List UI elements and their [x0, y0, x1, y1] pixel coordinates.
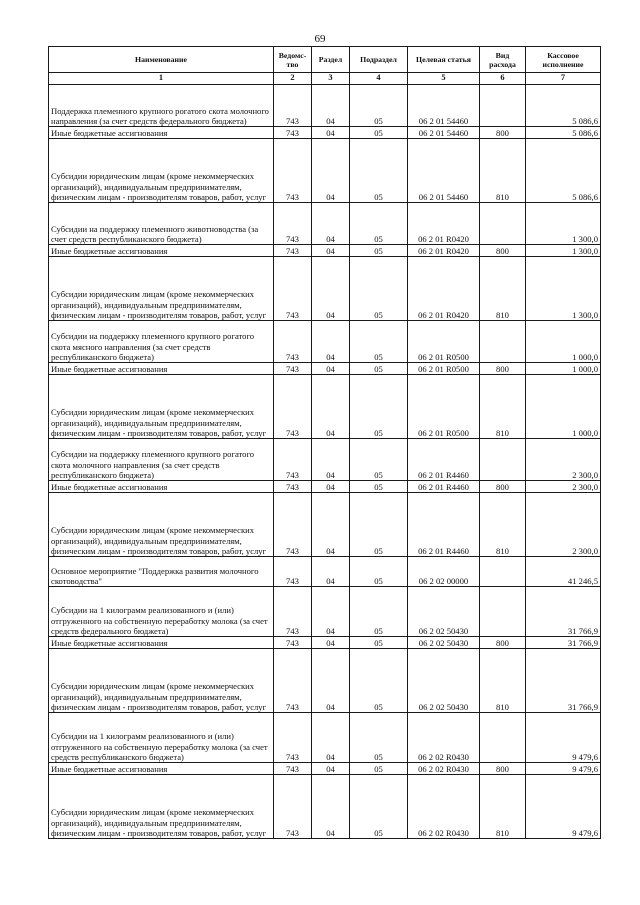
- row-podrazdel: 05: [350, 245, 408, 257]
- row-podrazdel: 05: [350, 775, 408, 839]
- row-vid-raskhoda: [480, 439, 526, 481]
- row-vid-raskhoda: 800: [480, 763, 526, 775]
- row-celevaya-statya: 06 2 02 50430: [408, 637, 480, 649]
- row-vid-raskhoda: 810: [480, 649, 526, 713]
- row-vedomstvo: 743: [274, 637, 312, 649]
- row-name: Субсидии на 1 килограмм реализованного и (или) отгруженного на собственную переработку молока (за счет средств республиканского бюджета): [49, 713, 274, 763]
- row-name: Субсидии на поддержку племенного крупного рогатого скота мясного направления (за счет средств республиканского бюджета): [49, 321, 274, 363]
- row-razdel: 04: [312, 649, 350, 713]
- row-name: Иные бюджетные ассигнования: [49, 637, 274, 649]
- row-razdel: 04: [312, 493, 350, 557]
- table-row: [49, 257, 601, 321]
- row-celevaya-statya: 06 2 02 50430: [408, 587, 480, 637]
- row-razdel: 04: [312, 775, 350, 839]
- row-podrazdel: 05: [350, 481, 408, 493]
- row-name: Субсидии юридическим лицам (кроме некоммерческих организаций), индивидуальным предпринимателям, физическим лицам - производителям товаров, работ, услуг: [49, 649, 274, 713]
- row-kassovoe-ispolnenie: 1 000,0: [526, 363, 601, 375]
- row-kassovoe-ispolnenie: 5 086,6: [526, 85, 601, 127]
- row-podrazdel: 05: [350, 649, 408, 713]
- row-podrazdel: 05: [350, 493, 408, 557]
- row-kassovoe-ispolnenie: 9 479,6: [526, 763, 601, 775]
- row-vedomstvo: 743: [274, 439, 312, 481]
- row-name: Субсидии юридическим лицам (кроме некоммерческих организаций), индивидуальным предпринимателям, физическим лицам - производителям товаров, работ, услуг: [49, 257, 274, 321]
- row-celevaya-statya: 06 2 01 R4460: [408, 439, 480, 481]
- row-vedomstvo: 743: [274, 557, 312, 587]
- row-kassovoe-ispolnenie: 1 300,0: [526, 203, 601, 245]
- row-vid-raskhoda: 810: [480, 257, 526, 321]
- table-row: [49, 481, 601, 493]
- row-name: Иные бюджетные ассигнования: [49, 127, 274, 139]
- row-vedomstvo: 743: [274, 321, 312, 363]
- row-razdel: 04: [312, 127, 350, 139]
- row-kassovoe-ispolnenie: 41 246,5: [526, 557, 601, 587]
- row-celevaya-statya: 06 2 01 R0420: [408, 203, 480, 245]
- row-podrazdel: 05: [350, 363, 408, 375]
- column-number: 7: [526, 73, 601, 85]
- row-vid-raskhoda: 810: [480, 139, 526, 203]
- row-vedomstvo: 743: [274, 481, 312, 493]
- row-kassovoe-ispolnenie: 31 766,9: [526, 587, 601, 637]
- table-row: [49, 245, 601, 257]
- row-celevaya-statya: 06 2 01 R0500: [408, 363, 480, 375]
- row-name: Субсидии юридическим лицам (кроме некоммерческих организаций), индивидуальным предпринимателям, физическим лицам - производителям товаров, работ, услуг: [49, 139, 274, 203]
- row-celevaya-statya: 06 2 02 50430: [408, 649, 480, 713]
- row-vid-raskhoda: [480, 321, 526, 363]
- row-vid-raskhoda: 800: [480, 637, 526, 649]
- table-row: [49, 493, 601, 557]
- row-kassovoe-ispolnenie: 1 300,0: [526, 245, 601, 257]
- row-celevaya-statya: 06 2 02 R0430: [408, 763, 480, 775]
- row-vedomstvo: 743: [274, 257, 312, 321]
- column-number: 1: [49, 73, 274, 85]
- row-celevaya-statya: 06 2 02 R0430: [408, 713, 480, 763]
- row-razdel: 04: [312, 763, 350, 775]
- row-podrazdel: 05: [350, 321, 408, 363]
- table-row: [49, 637, 601, 649]
- row-razdel: 04: [312, 257, 350, 321]
- table-row: [49, 85, 601, 127]
- row-razdel: 04: [312, 363, 350, 375]
- row-podrazdel: 05: [350, 257, 408, 321]
- table-row: [49, 203, 601, 245]
- row-razdel: 04: [312, 637, 350, 649]
- header-razdel: Раздел: [312, 47, 350, 73]
- row-name: Иные бюджетные ассигнования: [49, 245, 274, 257]
- row-podrazdel: 05: [350, 637, 408, 649]
- row-celevaya-statya: 06 2 01 R0500: [408, 375, 480, 439]
- table-row: [49, 557, 601, 587]
- row-vedomstvo: 743: [274, 775, 312, 839]
- row-podrazdel: 05: [350, 763, 408, 775]
- row-vid-raskhoda: 800: [480, 481, 526, 493]
- row-vedomstvo: 743: [274, 713, 312, 763]
- row-kassovoe-ispolnenie: 9 479,6: [526, 775, 601, 839]
- table-row: [49, 375, 601, 439]
- column-number: 6: [480, 73, 526, 85]
- row-vid-raskhoda: 810: [480, 493, 526, 557]
- table-row: [49, 439, 601, 481]
- header-name: Наименование: [49, 47, 274, 73]
- row-name: Основное мероприятие "Поддержка развития молочного скотоводства": [49, 557, 274, 587]
- row-vid-raskhoda: [480, 85, 526, 127]
- row-celevaya-statya: 06 2 01 R0420: [408, 245, 480, 257]
- row-razdel: 04: [312, 375, 350, 439]
- row-celevaya-statya: 06 2 01 R4460: [408, 493, 480, 557]
- table-row: [49, 775, 601, 839]
- row-vid-raskhoda: 810: [480, 375, 526, 439]
- column-number-row: [49, 73, 601, 85]
- row-vid-raskhoda: 810: [480, 775, 526, 839]
- row-kassovoe-ispolnenie: 1 300,0: [526, 257, 601, 321]
- row-razdel: 04: [312, 139, 350, 203]
- row-kassovoe-ispolnenie: 2 300,0: [526, 493, 601, 557]
- row-podrazdel: 05: [350, 85, 408, 127]
- row-name: Поддержка племенного крупного рогатого скота молочного направления (за счет средств федерального бюджета): [49, 85, 274, 127]
- row-kassovoe-ispolnenie: 1 000,0: [526, 375, 601, 439]
- row-name: Иные бюджетные ассигнования: [49, 763, 274, 775]
- row-vid-raskhoda: [480, 203, 526, 245]
- row-razdel: 04: [312, 439, 350, 481]
- row-kassovoe-ispolnenie: 1 000,0: [526, 321, 601, 363]
- row-vedomstvo: 743: [274, 245, 312, 257]
- row-kassovoe-ispolnenie: 5 086,6: [526, 139, 601, 203]
- row-razdel: 04: [312, 321, 350, 363]
- row-podrazdel: 05: [350, 439, 408, 481]
- row-vid-raskhoda: [480, 557, 526, 587]
- column-number: 3: [312, 73, 350, 85]
- table-row: [49, 713, 601, 763]
- row-name: Субсидии на поддержку племенного животноводства (за счет средств республиканского бюджета): [49, 203, 274, 245]
- row-name: Иные бюджетные ассигнования: [49, 481, 274, 493]
- table-row: [49, 127, 601, 139]
- row-kassovoe-ispolnenie: 2 300,0: [526, 481, 601, 493]
- row-celevaya-statya: 06 2 01 54460: [408, 85, 480, 127]
- row-razdel: 04: [312, 557, 350, 587]
- table-header-row: [49, 47, 601, 73]
- row-podrazdel: 05: [350, 587, 408, 637]
- row-vedomstvo: 743: [274, 587, 312, 637]
- row-name: Субсидии на 1 килограмм реализованного и (или) отгруженного на собственную переработку молока (за счет средств федерального бюджета): [49, 587, 274, 637]
- row-celevaya-statya: 06 2 01 R0420: [408, 257, 480, 321]
- table-row: [49, 363, 601, 375]
- row-name: Иные бюджетные ассигнования: [49, 363, 274, 375]
- row-razdel: 04: [312, 203, 350, 245]
- row-kassovoe-ispolnenie: 31 766,9: [526, 649, 601, 713]
- header-kassovoe-ispolnenie: Кассовое исполнение: [526, 47, 601, 73]
- row-vid-raskhoda: [480, 713, 526, 763]
- row-kassovoe-ispolnenie: 31 766,9: [526, 637, 601, 649]
- row-razdel: 04: [312, 85, 350, 127]
- row-celevaya-statya: 06 2 02 00000: [408, 557, 480, 587]
- row-vedomstvo: 743: [274, 649, 312, 713]
- row-podrazdel: 05: [350, 139, 408, 203]
- table-row: [49, 139, 601, 203]
- row-podrazdel: 05: [350, 127, 408, 139]
- row-celevaya-statya: 06 2 01 R0500: [408, 321, 480, 363]
- header-vid-raskhoda: Вид расхода: [480, 47, 526, 73]
- row-name: Субсидии юридическим лицам (кроме некоммерческих организаций), индивидуальным предпринимателям, физическим лицам - производителям товаров, работ, услуг: [49, 493, 274, 557]
- page-number: 69: [314, 33, 326, 45]
- row-podrazdel: 05: [350, 203, 408, 245]
- row-celevaya-statya: 06 2 01 54460: [408, 127, 480, 139]
- table-body: [49, 85, 601, 839]
- row-vedomstvo: 743: [274, 139, 312, 203]
- row-vid-raskhoda: 800: [480, 127, 526, 139]
- row-celevaya-statya: 06 2 01 R4460: [408, 481, 480, 493]
- row-razdel: 04: [312, 245, 350, 257]
- row-vedomstvo: 743: [274, 375, 312, 439]
- row-kassovoe-ispolnenie: 5 086,6: [526, 127, 601, 139]
- column-number: 2: [274, 73, 312, 85]
- table-row: [49, 649, 601, 713]
- row-name: Субсидии на поддержку племенного крупного рогатого скота молочного направления (за счет средств республиканского бюджета): [49, 439, 274, 481]
- table-row: [49, 587, 601, 637]
- row-podrazdel: 05: [350, 713, 408, 763]
- row-razdel: 04: [312, 713, 350, 763]
- header-celevaya-statya: Целевая статья: [408, 47, 480, 73]
- row-name: Субсидии юридическим лицам (кроме некоммерческих организаций), индивидуальным предпринимателям, физическим лицам - производителям товаров, работ, услуг: [49, 375, 274, 439]
- row-vid-raskhoda: 800: [480, 245, 526, 257]
- column-number: 5: [408, 73, 480, 85]
- row-vedomstvo: 743: [274, 493, 312, 557]
- row-vid-raskhoda: [480, 587, 526, 637]
- row-podrazdel: 05: [350, 557, 408, 587]
- row-vedomstvo: 743: [274, 363, 312, 375]
- header-podrazdel: Подраздел: [350, 47, 408, 73]
- row-celevaya-statya: 06 2 02 R0430: [408, 775, 480, 839]
- row-vedomstvo: 743: [274, 85, 312, 127]
- budget-table: [48, 46, 601, 839]
- table-row: [49, 763, 601, 775]
- row-name: Субсидии юридическим лицам (кроме некоммерческих организаций), индивидуальным предпринимателям, физическим лицам - производителям товаров, работ, услуг: [49, 775, 274, 839]
- row-vedomstvo: 743: [274, 127, 312, 139]
- row-kassovoe-ispolnenie: 9 479,6: [526, 713, 601, 763]
- row-razdel: 04: [312, 587, 350, 637]
- row-razdel: 04: [312, 481, 350, 493]
- row-vedomstvo: 743: [274, 203, 312, 245]
- row-kassovoe-ispolnenie: 2 300,0: [526, 439, 601, 481]
- table-row: [49, 321, 601, 363]
- row-vid-raskhoda: 800: [480, 363, 526, 375]
- header-vedomstvo: Ведомс-тво: [274, 47, 312, 73]
- column-number: 4: [350, 73, 408, 85]
- row-podrazdel: 05: [350, 375, 408, 439]
- row-vedomstvo: 743: [274, 763, 312, 775]
- row-celevaya-statya: 06 2 01 54460: [408, 139, 480, 203]
